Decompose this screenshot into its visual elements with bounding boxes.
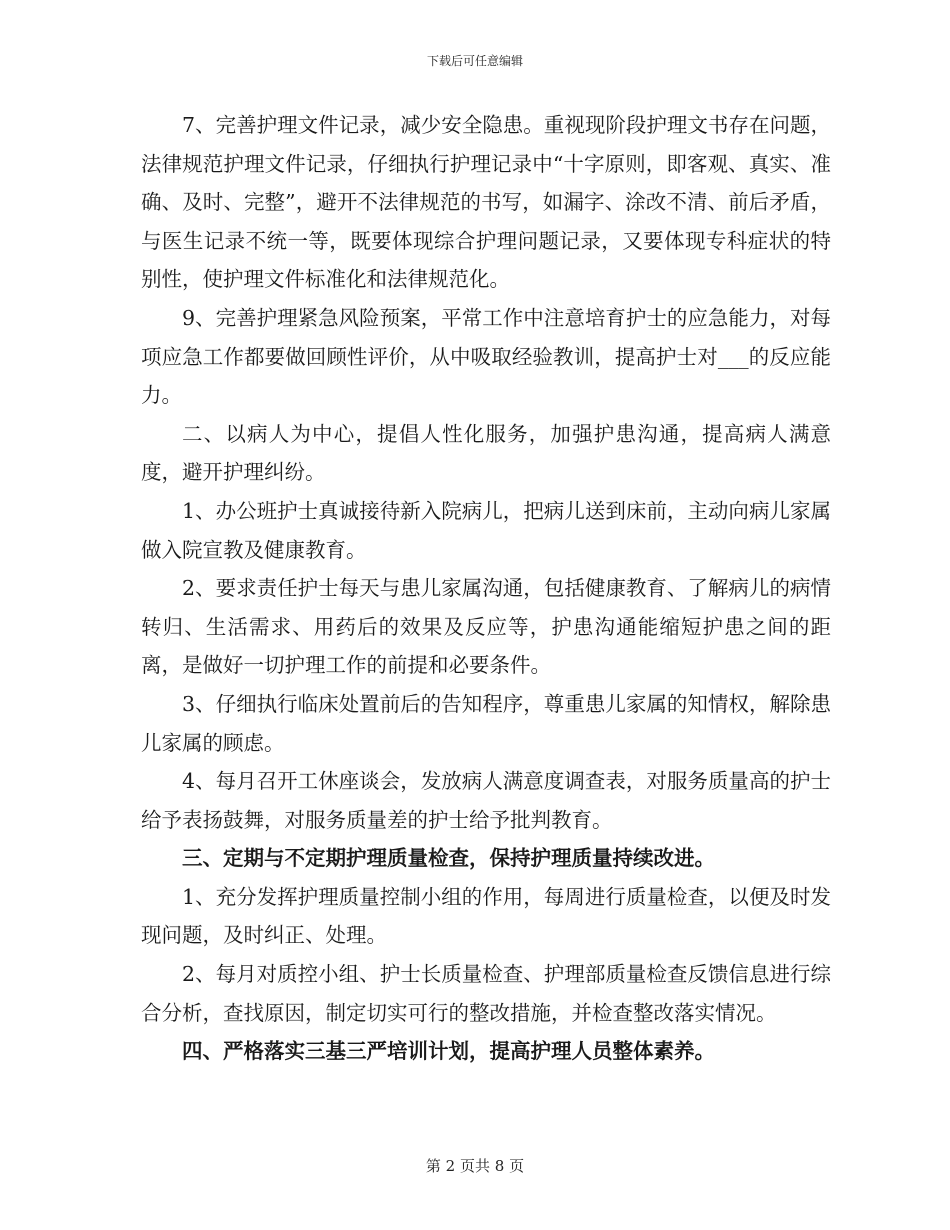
section-heading: 四、严格落实三基三严培训计划，提高护理人员整体素养。: [182, 1039, 715, 1064]
paragraph: 2、要求责任护士每天与患儿家属沟通，包括健康教育、了解病儿的病情转归、生活需求、用药后的效果及反应等，护患沟通能缩短护患之间的距离，是做好一切护理工作的前提和必要条件。: [141, 576, 831, 678]
paragraph: 2、每月对质控小组、护士长质量检查、护理部质量检查反馈信息进行综合分析，查找原因，制定切实可行的整改措施，并检查整改落实情况。: [141, 962, 831, 1025]
paragraph: 3、仔细执行临床处置前后的告知程序，尊重患儿家属的知情权，解除患儿家属的顾虑。: [141, 691, 831, 755]
page-number: 第 2 页共 8 页: [425, 1157, 525, 1175]
paragraph: 9、完善护理紧急风险预案，平常工作中注意培育护士的应急能力，对每项应急工作都要做回顾性评价，从中吸取经验教训，提高护士对___的反应能力。: [141, 305, 831, 408]
document-body: [141, 106, 831, 1071]
page-header: 下载后可任意编辑: [426, 54, 523, 68]
section-heading-paragraph: 二、以病人为中心，提倡人性化服务，加强护患沟通，提高病人满意度，避开护理纠纷。: [141, 421, 831, 485]
paragraph: 1、办公班护士真诚接待新入院病儿，把病儿送到床前，主动向病儿家属做入院宣教及健康教育。: [141, 498, 831, 562]
paragraph: 4、每月召开工休座谈会，发放病人满意度调查表，对服务质量高的护士给予表扬鼓舞，对服务质量差的护士给予批判教育。: [141, 769, 831, 832]
paragraph: 1、充分发挥护理质量控制小组的作用，每周进行质量检查，以便及时发现问题，及时纠正、处理。: [141, 884, 831, 948]
section-heading: 三、定期与不定期护理质量检查，保持护理质量持续改进。: [182, 846, 715, 871]
paragraph: 7、完善护理文件记录，减少安全隐患。重视现阶段护理文书存在问题，法律规范护理文件记录，仔细执行护理记录中“十字原则，即客观、真实、准确、及时、完整”，避开不法律规范的书写，如漏字、涂改不清、前后矛盾，与医生记录不统一等，既要体现综合护理问题记录，又要体现专科症状的特别性，使护理文件标准化和法律规范化。: [141, 113, 831, 292]
